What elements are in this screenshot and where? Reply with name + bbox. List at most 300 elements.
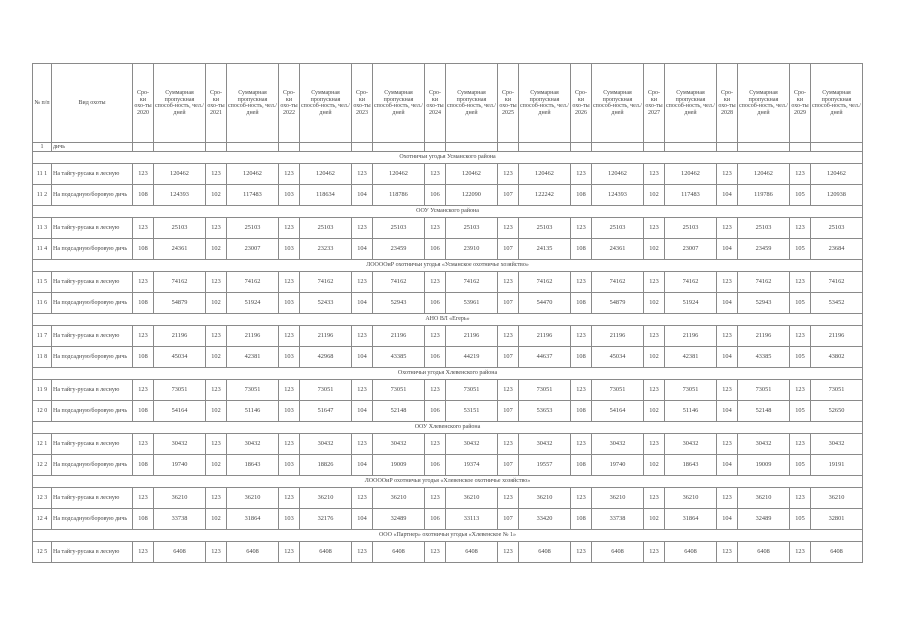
section-title: ЛООООиР охотничьи угодья «Усманское охотничье хозяйство» [33,260,863,272]
cell-total: 21196 [373,326,425,347]
cell-term: 123 [571,434,592,455]
cell-term: 108 [571,239,592,260]
cell-term: 105 [790,293,811,314]
table-row [33,293,863,314]
cell-total: 23684 [811,239,863,260]
cell-term: 123 [206,380,227,401]
cell-total: 53151 [446,401,498,422]
cell-term: 123 [498,218,519,239]
cell-total: 120462 [446,164,498,185]
table-row [33,272,863,293]
cell-hunt-type: На тайгу-русака в лесную [52,542,133,563]
cell-number: 12 0 [33,401,52,422]
cell-total: 52148 [373,401,425,422]
section-title: Охотничьи угодья Усманского района [33,152,863,164]
cell-hunt-type: На подсадную/боровую дичь [52,347,133,368]
cell-term: 107 [498,401,519,422]
cell-term: 123 [133,380,154,401]
cell-hunt-type: На подсадную/боровую дичь [52,239,133,260]
cell-total: 122242 [519,185,571,206]
cell-term: 123 [790,542,811,563]
cell-total: 52433 [300,293,352,314]
cell-total: 25103 [811,218,863,239]
cell-total: 6408 [738,542,790,563]
cell-total: 24361 [592,239,644,260]
cell-term: 108 [571,347,592,368]
cell-total: 73051 [665,380,717,401]
cell-term: 123 [279,164,300,185]
cell-total: 23459 [373,239,425,260]
cell-total: 25103 [300,218,352,239]
empty-cell [300,143,352,152]
cell-total: 6408 [154,542,206,563]
cell-term: 104 [352,347,373,368]
cell-total: 120462 [373,164,425,185]
header-term-6: Сро-ки охо-ты 2026 [571,64,592,143]
cell-term: 123 [644,542,665,563]
cell-term: 123 [498,164,519,185]
cell-total: 19009 [738,455,790,476]
cell-total: 21196 [227,326,279,347]
cell-term: 108 [571,455,592,476]
cell-term: 123 [206,488,227,509]
cell-total: 36210 [154,488,206,509]
cell-term: 106 [425,347,446,368]
section-row [33,314,863,326]
cell-term: 103 [279,509,300,530]
section-title: ЛООООиР охотничьи угодья «Хлевенское охотничье хозяйство» [33,476,863,488]
cell-term: 102 [206,401,227,422]
cell-term: 104 [717,239,738,260]
table-header-row [33,64,863,143]
section-row [33,152,863,164]
table-row [33,542,863,563]
cell-total: 54879 [592,293,644,314]
cell-term: 106 [425,293,446,314]
cell-term: 107 [498,455,519,476]
cell-term: 123 [717,326,738,347]
empty-cell [738,143,790,152]
cell-total: 51146 [665,401,717,422]
cell-term: 108 [571,509,592,530]
cell-total: 30432 [811,434,863,455]
section-row [33,260,863,272]
cell-total: 73051 [446,380,498,401]
cell-total: 30432 [227,434,279,455]
cell-total: 18826 [300,455,352,476]
cell-total: 54879 [154,293,206,314]
cell-term: 102 [644,239,665,260]
cell-term: 103 [279,455,300,476]
cell-total: 118634 [300,185,352,206]
empty-cell [133,143,154,152]
header-total-8: Суммарная пропускная способ-ность, чел./дней [738,64,790,143]
cell-total: 31864 [665,509,717,530]
cell-total: 21196 [154,326,206,347]
cell-total: 32489 [738,509,790,530]
cell-term: 123 [644,434,665,455]
cell-term: 123 [571,542,592,563]
cell-total: 6408 [592,542,644,563]
header-term-5: Сро-ки охо-ты 2025 [498,64,519,143]
cell-term: 123 [717,272,738,293]
cell-term: 104 [717,401,738,422]
cell-term: 108 [571,401,592,422]
cell-term: 104 [717,455,738,476]
cell-total: 25103 [592,218,644,239]
cell-total: 117483 [227,185,279,206]
cell-total: 51924 [665,293,717,314]
cell-term: 105 [790,509,811,530]
cell-number: 11 6 [33,293,52,314]
cell-total: 42968 [300,347,352,368]
cell-total: 30432 [300,434,352,455]
cell-term: 123 [133,542,154,563]
cell-term: 103 [279,293,300,314]
cell-total: 18643 [227,455,279,476]
cell-total: 74162 [154,272,206,293]
cell-term: 123 [425,380,446,401]
table-row [33,401,863,422]
cell-term: 123 [206,326,227,347]
cell-total: 52943 [373,293,425,314]
empty-cell [644,143,665,152]
cell-term: 123 [498,542,519,563]
empty-cell [373,143,425,152]
table-row [33,488,863,509]
cell-total: 52650 [811,401,863,422]
cell-total: 53452 [811,293,863,314]
capacity-table [32,63,863,563]
cell-total: 36210 [373,488,425,509]
cell-total: 21196 [738,326,790,347]
cell-term: 102 [644,293,665,314]
cell-term: 123 [279,326,300,347]
cell-term: 107 [498,239,519,260]
cell-term: 123 [133,164,154,185]
cell-total: 6408 [373,542,425,563]
cell-term: 123 [644,380,665,401]
cell-term: 123 [133,272,154,293]
cell-total: 32801 [811,509,863,530]
cell-total: 74162 [738,272,790,293]
cell-term: 106 [425,401,446,422]
table-row [33,326,863,347]
cell-total: 19191 [811,455,863,476]
cell-total: 74162 [665,272,717,293]
cell-total: 33738 [154,509,206,530]
cell-total: 25103 [519,218,571,239]
cell-term: 108 [571,293,592,314]
cell-term: 123 [644,488,665,509]
cell-total: 74162 [446,272,498,293]
cell-total: 6408 [811,542,863,563]
cell-term: 102 [644,185,665,206]
cell-term: 123 [352,164,373,185]
cell-total: 124393 [592,185,644,206]
section-row [33,368,863,380]
cell-total: 44637 [519,347,571,368]
cell-total: 120462 [227,164,279,185]
header-term-3: Сро-ки охо-ты 2023 [352,64,373,143]
cell-total: 30432 [154,434,206,455]
cell-total: 30432 [446,434,498,455]
cell-total: 42381 [665,347,717,368]
cell-term: 104 [352,455,373,476]
cell-total: 21196 [446,326,498,347]
cell-total: 54470 [519,293,571,314]
cell-total: 73051 [811,380,863,401]
cell-total: 122090 [446,185,498,206]
cell-total: 32176 [300,509,352,530]
cell-term: 123 [790,326,811,347]
header-term-0: Сро-ки охо-ты 2020 [133,64,154,143]
cell-total: 120462 [592,164,644,185]
section-row [33,206,863,218]
cell-term: 102 [206,455,227,476]
cell-total: 117483 [665,185,717,206]
cell-term: 123 [206,218,227,239]
cell-number: 1 [33,143,52,152]
cell-term: 123 [352,272,373,293]
table-row [33,143,863,152]
cell-hunt-type: На тайгу-русака в лесную [52,434,133,455]
cell-total: 51146 [227,401,279,422]
cell-term: 104 [352,509,373,530]
empty-cell [227,143,279,152]
cell-hunt-type: На подсадную/боровую дичь [52,401,133,422]
cell-total: 53653 [519,401,571,422]
cell-term: 123 [425,434,446,455]
cell-total: 73051 [592,380,644,401]
cell-total: 73051 [519,380,571,401]
cell-term: 123 [498,272,519,293]
cell-term: 107 [498,347,519,368]
header-total-6: Суммарная пропускная способ-ность, чел./дней [592,64,644,143]
cell-term: 108 [133,239,154,260]
cell-term: 106 [425,239,446,260]
empty-cell [571,143,592,152]
cell-term: 123 [644,164,665,185]
header-total-3: Суммарная пропускная способ-ность, чел./дней [373,64,425,143]
cell-term: 123 [133,434,154,455]
cell-total: 119786 [738,185,790,206]
cell-total: 30432 [592,434,644,455]
cell-term: 105 [790,401,811,422]
cell-term: 123 [717,218,738,239]
header-total-5: Суммарная пропускная способ-ность, чел./дней [519,64,571,143]
cell-total: 23233 [300,239,352,260]
cell-term: 103 [279,185,300,206]
cell-term: 123 [498,326,519,347]
cell-term: 123 [279,380,300,401]
cell-term: 108 [571,185,592,206]
cell-total: 25103 [665,218,717,239]
cell-term: 123 [644,218,665,239]
empty-cell [790,143,811,152]
cell-term: 123 [352,434,373,455]
cell-total: 52148 [738,401,790,422]
cell-term: 107 [498,185,519,206]
cell-term: 104 [352,239,373,260]
cell-term: 123 [206,434,227,455]
cell-term: 123 [790,164,811,185]
cell-total: 25103 [738,218,790,239]
cell-term: 123 [425,218,446,239]
cell-total: 30432 [738,434,790,455]
cell-term: 123 [425,164,446,185]
cell-term: 102 [206,185,227,206]
cell-term: 123 [133,326,154,347]
table-row [33,239,863,260]
cell-number: 12 3 [33,488,52,509]
cell-total: 74162 [300,272,352,293]
cell-hunt-type: На тайгу-русака в лесную [52,380,133,401]
cell-term: 123 [279,488,300,509]
cell-total: 33113 [446,509,498,530]
cell-number: 12 5 [33,542,52,563]
cell-total: 30432 [519,434,571,455]
cell-total: 54164 [592,401,644,422]
header-term-8: Сро-ки охо-ты 2028 [717,64,738,143]
cell-total: 6408 [227,542,279,563]
cell-number: 11 8 [33,347,52,368]
cell-term: 107 [498,293,519,314]
empty-cell [519,143,571,152]
cell-term: 123 [717,488,738,509]
cell-term: 123 [425,542,446,563]
cell-term: 102 [644,401,665,422]
cell-total: 120462 [300,164,352,185]
cell-total: 19557 [519,455,571,476]
cell-number: 11 3 [33,218,52,239]
cell-total: 32489 [373,509,425,530]
cell-total: 120462 [519,164,571,185]
cell-term: 104 [717,509,738,530]
header-hunt-type: Вид охоты [52,64,133,143]
empty-cell [279,143,300,152]
cell-total: 120462 [738,164,790,185]
cell-number: 11 9 [33,380,52,401]
cell-hunt-type: дичь [52,143,133,152]
cell-total: 23459 [738,239,790,260]
cell-total: 36210 [519,488,571,509]
cell-total: 19374 [446,455,498,476]
cell-total: 118786 [373,185,425,206]
table-row [33,185,863,206]
cell-term: 123 [498,434,519,455]
cell-term: 105 [790,239,811,260]
cell-term: 123 [498,488,519,509]
section-row [33,530,863,542]
cell-total: 6408 [446,542,498,563]
cell-number: 11 5 [33,272,52,293]
cell-total: 74162 [811,272,863,293]
cell-term: 123 [717,542,738,563]
empty-cell [206,143,227,152]
cell-term: 123 [571,488,592,509]
empty-cell [154,143,206,152]
cell-total: 36210 [811,488,863,509]
empty-cell [717,143,738,152]
cell-term: 123 [206,272,227,293]
table-row [33,509,863,530]
cell-term: 123 [425,488,446,509]
cell-term: 123 [206,164,227,185]
cell-term: 108 [133,185,154,206]
cell-hunt-type: На подсадную/боровую дичь [52,509,133,530]
table-row [33,164,863,185]
cell-total: 33420 [519,509,571,530]
cell-term: 123 [425,326,446,347]
cell-number: 12 2 [33,455,52,476]
cell-total: 73051 [738,380,790,401]
cell-total: 6408 [519,542,571,563]
cell-term: 104 [717,293,738,314]
cell-total: 21196 [811,326,863,347]
cell-term: 108 [133,509,154,530]
cell-term: 123 [717,380,738,401]
section-row [33,422,863,434]
empty-cell [425,143,446,152]
cell-term: 106 [425,455,446,476]
cell-total: 36210 [446,488,498,509]
cell-total: 42381 [227,347,279,368]
header-term-4: Сро-ки охо-ты 2024 [425,64,446,143]
cell-term: 123 [790,272,811,293]
header-total-0: Суммарная пропускная способ-ность, чел./дней [154,64,206,143]
cell-term: 104 [717,185,738,206]
cell-number: 11 7 [33,326,52,347]
cell-term: 102 [644,509,665,530]
table-body [33,143,863,563]
cell-total: 43385 [738,347,790,368]
cell-total: 45034 [592,347,644,368]
header-total-2: Суммарная пропускная способ-ность, чел./дней [300,64,352,143]
cell-term: 104 [352,185,373,206]
cell-hunt-type: На тайгу-русака в лесную [52,272,133,293]
cell-term: 103 [279,239,300,260]
cell-total: 120462 [154,164,206,185]
cell-term: 123 [571,380,592,401]
table-row [33,347,863,368]
cell-total: 23910 [446,239,498,260]
cell-total: 73051 [373,380,425,401]
cell-term: 102 [206,293,227,314]
table-row [33,434,863,455]
section-title: Охотничьи угодья Хлевенского района [33,368,863,380]
cell-term: 123 [425,272,446,293]
cell-total: 36210 [738,488,790,509]
cell-term: 123 [352,326,373,347]
header-total-4: Суммарная пропускная способ-ность, чел./дней [446,64,498,143]
cell-term: 123 [571,272,592,293]
cell-total: 24135 [519,239,571,260]
cell-total: 18643 [665,455,717,476]
section-title: ООО «Партнер» охотничьи угодья «Хлевенское № 1» [33,530,863,542]
header-term-1: Сро-ки охо-ты 2021 [206,64,227,143]
section-title: АНО ВЛ «Егерь» [33,314,863,326]
cell-term: 108 [133,347,154,368]
cell-total: 51647 [300,401,352,422]
cell-total: 53961 [446,293,498,314]
cell-total: 36210 [665,488,717,509]
cell-total: 21196 [300,326,352,347]
cell-term: 102 [206,509,227,530]
cell-total: 31864 [227,509,279,530]
cell-total: 19009 [373,455,425,476]
cell-total: 24361 [154,239,206,260]
